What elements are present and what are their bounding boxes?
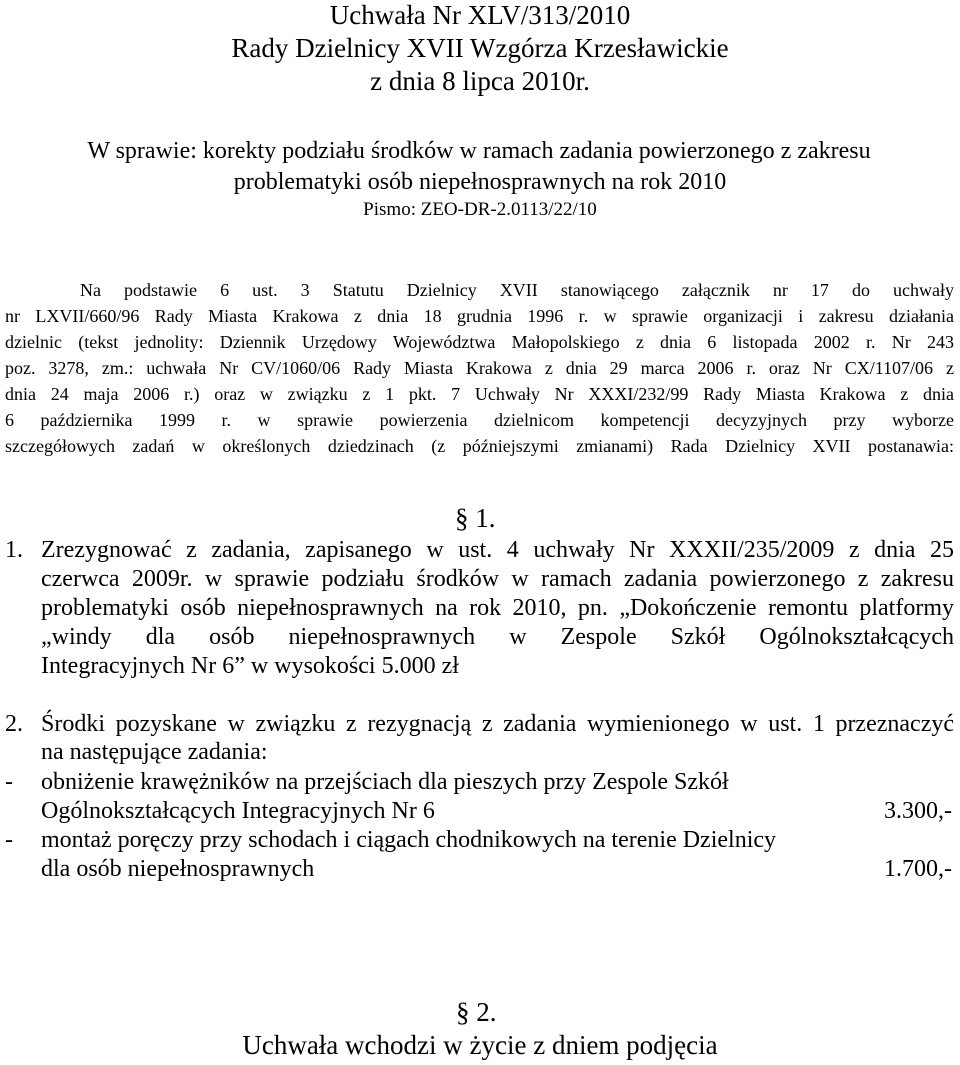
item-1-line-4: „windy dla osób niepełnosprawnych w Zespole Szkół Ogólnokształcących: [41, 624, 954, 650]
preamble-line-6: 6 października 1999 r. w sprawie powierzenia dzielnicom kompetencji decyzyjnych przy wyborze: [5, 410, 954, 430]
item-1-line-2: czerwca 2009r. w sprawie podziału środków w ramach zadania powierzonego z zakresu: [41, 566, 954, 592]
task-1-dash: -: [5, 769, 13, 795]
item-1-line-3: problematyki osób niepełnosprawnych na rok 2010, pn. „Dokończenie remontu platformy: [41, 595, 954, 621]
preamble-line-7: szczegółowych zadań w określonych dziedzinach (z późniejszymi zmianami) Rada Dzielnicy XVII postanawia:: [5, 436, 954, 456]
preamble-line-2: nr LXVII/660/96 Rady Miasta Krakowa z dnia 18 grudnia 1996 r. w sprawie organizacji i zakresu działania: [5, 306, 954, 326]
item-1-line-1: Zrezygnować z zadania, zapisanego w ust. 4 uchwały Nr XXXII/235/2009 z dnia 25: [41, 537, 954, 563]
task-1-line-2: Ogólnokształcących Integracyjnych Nr 6: [41, 798, 435, 824]
section-1-heading: § 1.: [455, 503, 496, 533]
council-name: Rady Dzielnicy XVII Wzgórza Krzesławickie: [231, 33, 729, 63]
task-2-dash: -: [5, 827, 13, 853]
letter-reference: Pismo: ZEO-DR-2.0113/22/10: [363, 199, 597, 220]
item-1-number: 1.: [5, 537, 23, 563]
task-1-amount: 3.300,-: [884, 798, 952, 824]
resolution-date: z dnia 8 lipca 2010r.: [370, 66, 590, 96]
task-1-line-1: obniżenie krawężników na przejściach dla pieszych przy Zespole Szkół: [41, 769, 729, 795]
subject-line-1: W sprawie: korekty podziału środków w ramach zadania powierzonego z zakresu: [87, 138, 871, 164]
subject-line-2: problematyki osób niepełnosprawnych na rok 2010: [233, 169, 727, 195]
preamble-line-3: dzielnic (tekst jednolity: Dziennik Urzędowy Województwa Małopolskiego z dnia 6 listopada 2002 r. Nr 243: [5, 332, 954, 352]
preamble-line-1: Na podstawie 6 ust. 3 Statutu Dzielnicy XVII stanowiącego załącznik nr 17 do uchwały: [80, 280, 954, 300]
item-2-line-2: na następujące zadania:: [41, 739, 268, 765]
task-2-line-2: dla osób niepełnosprawnych: [41, 856, 315, 882]
item-1-line-5: Integracyjnych Nr 6” w wysokości 5.000 zł: [41, 653, 459, 679]
effective-clause: Uchwała wchodzi w życie z dniem podjęcia: [242, 1030, 718, 1060]
section-2-heading: § 2.: [456, 997, 497, 1027]
item-2-line-1: Środki pozyskane w związku z rezygnacją z zadania wymienionego w ust. 1 przeznaczyć: [41, 711, 954, 737]
task-2-amount: 1.700,-: [884, 856, 952, 882]
item-2-number: 2.: [5, 711, 23, 737]
preamble-line-4: poz. 3278, zm.: uchwała Nr CV/1060/06 Rady Miasta Krakowa z dnia 29 marca 2006 r. oraz Nr CX/1107/06 z: [5, 358, 954, 378]
resolution-number: Uchwała Nr XLV/313/2010: [329, 0, 631, 30]
task-2-line-1: montaż poręczy przy schodach i ciągach chodnikowych na terenie Dzielnicy: [41, 827, 777, 853]
preamble-line-5: dnia 24 maja 2006 r.) oraz w związku z 1 pkt. 7 Uchwały Nr XXXI/232/99 Rady Miasta Krakowa z dnia: [5, 384, 954, 404]
